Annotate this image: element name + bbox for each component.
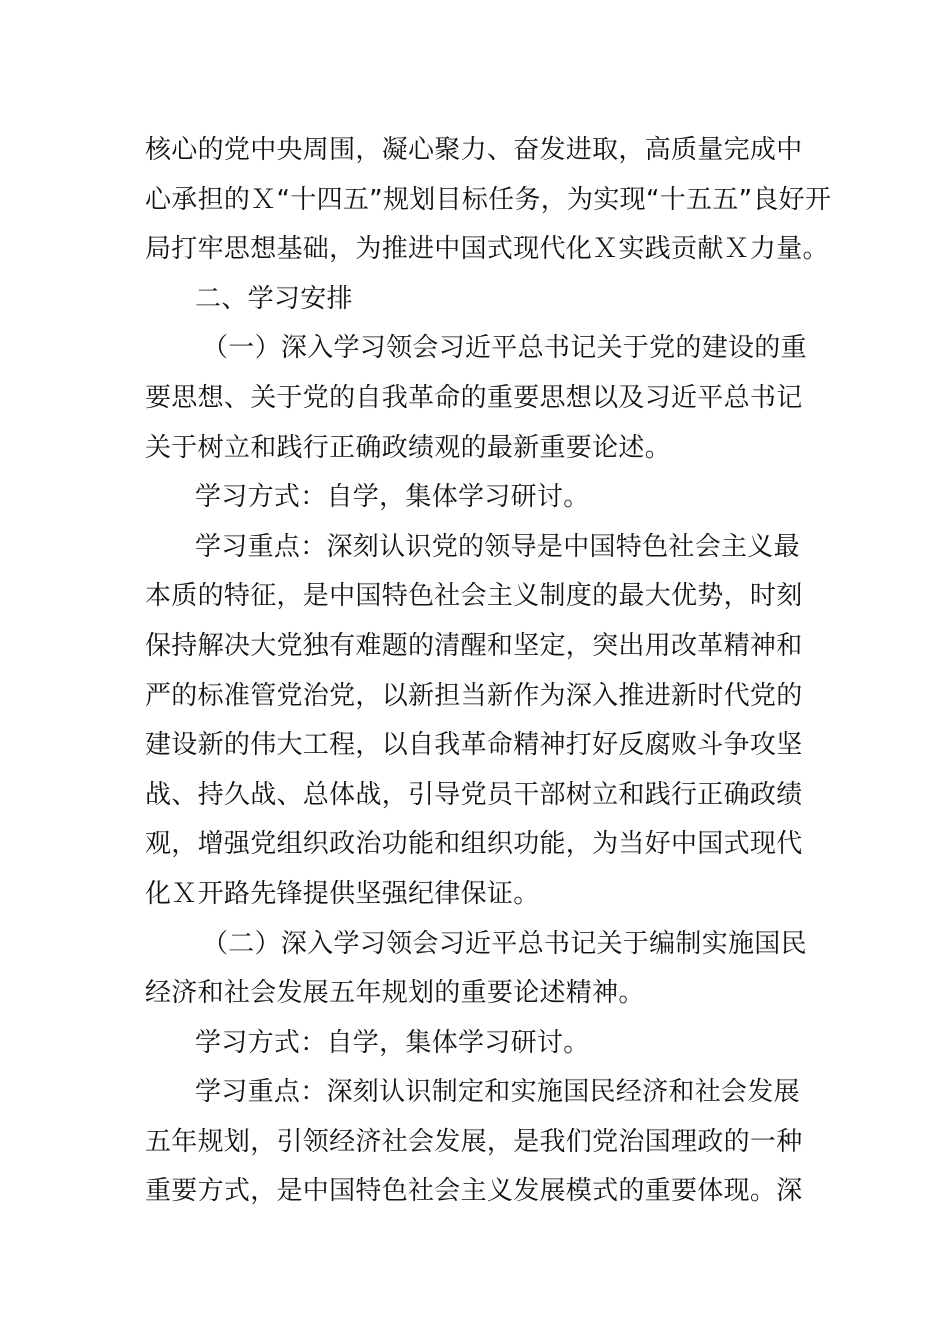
text-line: 关于树立和践行正确政绩观的最新重要论述。 — [145, 432, 672, 463]
text-line: 局打牢思想基础，为推进中国式现代化Ｘ实践贡献Ｘ力量。 — [145, 234, 829, 265]
text-line: 严的标准管党治党，以新担当新作为深入推进新时代党的 — [145, 680, 803, 711]
text-line: 学习重点：深刻认识党的领导是中国特色社会主义最 — [195, 531, 800, 562]
text-line: 建设新的伟大工程，以自我革命精神打好反腐败斗争攻坚 — [145, 730, 803, 761]
text-line: 学习方式：自学，集体学习研讨。 — [195, 1027, 590, 1058]
document-body — [145, 126, 832, 1217]
paragraph-item-1-title — [145, 324, 807, 473]
heading-text: 二、学习安排 — [195, 283, 353, 314]
text-line: （二）深入学习领会习近平总书记关于编制实施国民 — [202, 928, 807, 959]
text-line: 本质的特征，是中国特色社会主义制度的最大优势，时刻 — [145, 581, 803, 612]
text-line: 观，增强党组织政治功能和组织功能，为当好中国式现代 — [145, 829, 803, 860]
paragraph-item-2-method — [145, 1019, 807, 1069]
paragraph-item-1-focus — [145, 523, 807, 920]
text-line: 核心的党中央周围，凝心聚力、奋发进取，高质量完成中 — [145, 135, 803, 165]
paragraph-intro-continuation — [145, 126, 832, 275]
text-line: 五年规划，引领经济社会发展，是我们党治国理政的一种 — [145, 1126, 803, 1157]
paragraph-item-1-method — [145, 473, 807, 523]
paragraph-item-2-focus — [145, 1068, 807, 1217]
text-line: 化Ｘ开路先锋提供坚强纪律保证。 — [145, 878, 540, 909]
text-line: 心承担的Ｘ“十四五”规划目标任务，为实现“十五五”良好开 — [145, 184, 832, 215]
paragraph-item-2-title — [145, 920, 807, 1019]
text-line: 经济和社会发展五年规划的重要论述精神。 — [145, 978, 645, 1009]
text-line: （一）深入学习领会习近平总书记关于党的建设的重 — [202, 333, 807, 364]
text-line: 战、持久战、总体战，引导党员干部树立和践行正确政绩 — [145, 779, 803, 810]
section-heading — [145, 275, 807, 325]
text-line: 重要方式，是中国特色社会主义发展模式的重要体现。深 — [145, 1176, 803, 1207]
text-line: 学习重点：深刻认识制定和实施国民经济和社会发展 — [195, 1077, 800, 1108]
text-line: 保持解决大党独有难题的清醒和坚定，突出用改革精神和 — [145, 630, 803, 661]
text-line: 学习方式：自学，集体学习研讨。 — [195, 482, 590, 513]
text-line: 要思想、关于党的自我革命的重要思想以及习近平总书记 — [145, 382, 803, 413]
